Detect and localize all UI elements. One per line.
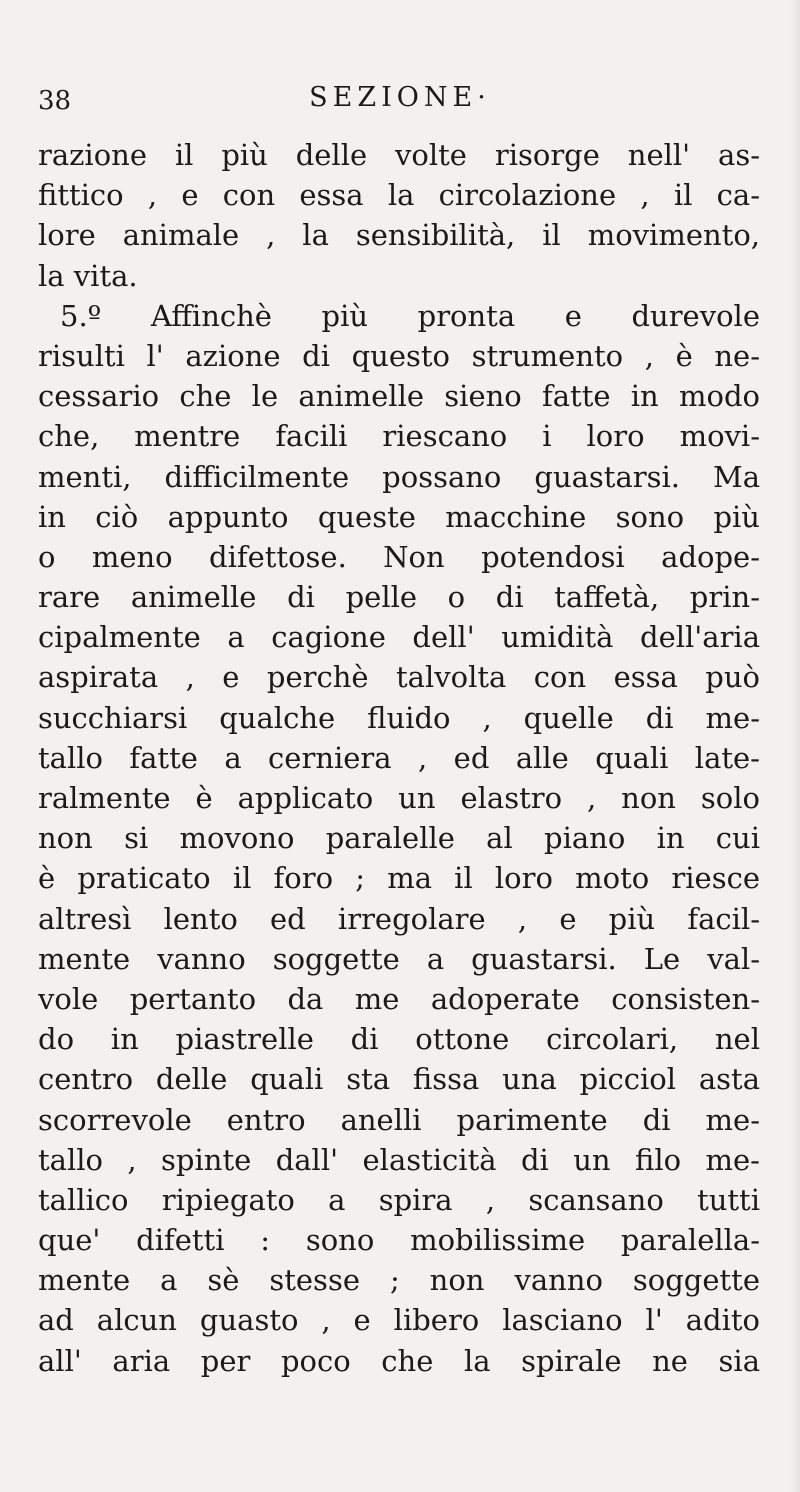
- text-line: cipalmente a cagione dell' umidità dell'aria: [38, 620, 760, 655]
- text-line: tallico ripiegato a spira , scansano tutti: [38, 1182, 760, 1217]
- body-text: [38, 135, 760, 1381]
- text-line: cessario che le animelle sieno fatte in modo: [38, 379, 760, 414]
- text-line: lore animale , la sensibilità, il movimento,: [38, 218, 760, 253]
- text-line: o meno difettose. Non potendosi adope-: [38, 539, 760, 574]
- text-line: que' difetti : sono mobilissime paralella-: [38, 1223, 760, 1258]
- text-line: altresì lento ed irregolare , e più facil-: [38, 901, 760, 936]
- text-line: la vita.: [38, 258, 138, 293]
- text-line: mente a sè stesse ; non vanno soggette: [38, 1263, 760, 1298]
- text-line: tallo fatte a cerniera , ed alle quali late-: [38, 740, 760, 775]
- text-line: in ciò appunto queste macchine sono più: [38, 499, 760, 534]
- text-line: centro delle quali sta fissa una picciol asta: [38, 1062, 760, 1097]
- text-line: fittico , e con essa la circolazione , il ca-: [38, 178, 760, 213]
- text-line: succhiarsi qualche fluido , quelle di me-: [38, 700, 760, 735]
- page-number: 38: [38, 86, 72, 116]
- text-line: risulti l' azione di questo strumento , è ne-: [38, 338, 760, 373]
- page-edge-shadow: [790, 0, 800, 1492]
- text-line: do in piastrelle di ottone circolari, nel: [38, 1022, 760, 1057]
- text-line: tallo , spinte dall' elasticità di un filo me-: [38, 1142, 760, 1177]
- text-line: ralmente è applicato un elastro , non solo: [38, 781, 760, 815]
- text-line: è praticato il foro ; ma il loro moto riesce: [38, 861, 760, 896]
- text-line: all' aria per poco che la spirale ne sia: [38, 1343, 760, 1378]
- text-line: non si movono paralelle al piano in cui: [38, 821, 760, 856]
- paragraph-start-line: 5.º Affinchè più pronta e durevole: [60, 298, 760, 333]
- text-line: razione il più delle volte risorge nell' as-: [38, 138, 760, 172]
- text-line: ad alcun guasto , e libero lasciano l' adito: [38, 1303, 760, 1338]
- text-line: scorrevole entro anelli parimente di me-: [38, 1102, 760, 1137]
- running-head: SEZIONE·: [309, 82, 491, 113]
- text-line: che, mentre facili riescano i loro movi-: [38, 419, 760, 454]
- text-line: rare animelle di pelle o di taffetà, prin-: [38, 580, 760, 615]
- text-line: mente vanno soggette a guastarsi. Le val-: [38, 941, 760, 976]
- text-line: aspirata , e perchè talvolta con essa può: [38, 660, 760, 695]
- text-line: menti, difficilmente possano guastarsi. Ma: [38, 459, 760, 494]
- text-line: vole pertanto da me adoperate consisten-: [38, 981, 760, 1016]
